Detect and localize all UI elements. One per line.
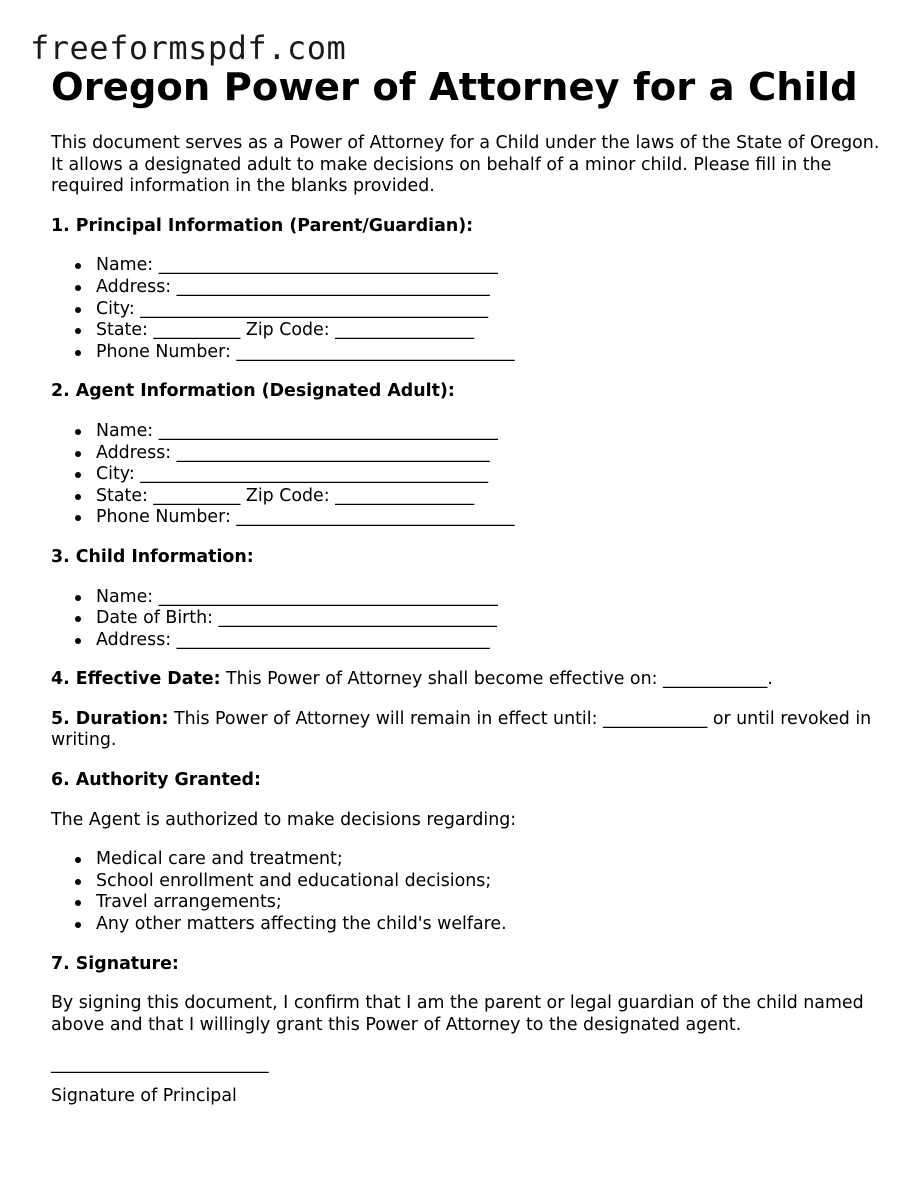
authority-item: School enrollment and educational decisions;	[96, 871, 881, 893]
duration-text: This Power of Attorney will remain in effect until: ____________ or until revoked in writing.	[51, 708, 872, 751]
document-body	[51, 64, 881, 1108]
principal-state-zip-field: State: __________ Zip Code: ________________	[96, 320, 881, 342]
authority-item: Travel arrangements;	[96, 892, 881, 914]
principal-name-field: Name: _______________________________________	[96, 255, 881, 277]
authority-intro: The Agent is authorized to make decisions regarding:	[51, 809, 517, 830]
child-fields	[51, 587, 881, 652]
document-title: Oregon Power of Attorney for a Child	[51, 65, 858, 110]
child-address-field: Address: ____________________________________	[96, 630, 881, 652]
authority-item: Any other matters affecting the child's welfare.	[96, 914, 881, 936]
principal-phone-field: Phone Number: ________________________________	[96, 342, 881, 364]
duration-paragraph	[51, 709, 881, 752]
watermark-text: freeformspdf.com	[30, 29, 347, 67]
agent-city-field: City: ________________________________________	[96, 464, 881, 486]
intro-paragraph: This document serves as a Power of Attorney for a Child under the laws of the State of Oregon. It allows a designated adult to make decisions on behalf of a minor child. Please fill in the required information in the blanks provided.	[51, 133, 880, 197]
agent-state-zip-field: State: __________ Zip Code: ________________	[96, 486, 881, 508]
agent-name-field: Name: _______________________________________	[96, 421, 881, 443]
agent-address-field: Address: ____________________________________	[96, 443, 881, 465]
authority-heading: 6. Authority Granted:	[51, 770, 261, 791]
principal-city-field: City: ________________________________________	[96, 299, 881, 321]
duration-label: 5. Duration:	[51, 708, 169, 729]
authority-item: Medical care and treatment;	[96, 849, 881, 871]
effective-date-text: This Power of Attorney shall become effective on: ____________.	[220, 669, 773, 690]
signature-line: _________________________	[51, 1054, 269, 1075]
agent-fields	[51, 421, 881, 529]
child-name-field: Name: _______________________________________	[96, 587, 881, 609]
child-heading: 3. Child Information:	[51, 546, 254, 567]
principal-heading: 1. Principal Information (Parent/Guardian):	[51, 215, 474, 236]
signature-paragraph: By signing this document, I confirm that I am the parent or legal guardian of the child named above and that I willingly grant this Power of Attorney to the designated agent.	[51, 993, 864, 1035]
effective-date-paragraph	[51, 669, 881, 691]
signature-heading: 7. Signature:	[51, 953, 179, 974]
child-dob-field: Date of Birth: ________________________________	[96, 608, 881, 630]
agent-heading: 2. Agent Information (Designated Adult):	[51, 381, 455, 402]
authority-list	[51, 849, 881, 935]
agent-phone-field: Phone Number: ________________________________	[96, 507, 881, 529]
effective-date-label: 4. Effective Date:	[51, 669, 221, 690]
signature-label: Signature of Principal	[51, 1086, 237, 1106]
principal-address-field: Address: ____________________________________	[96, 277, 881, 299]
principal-fields	[51, 255, 881, 363]
